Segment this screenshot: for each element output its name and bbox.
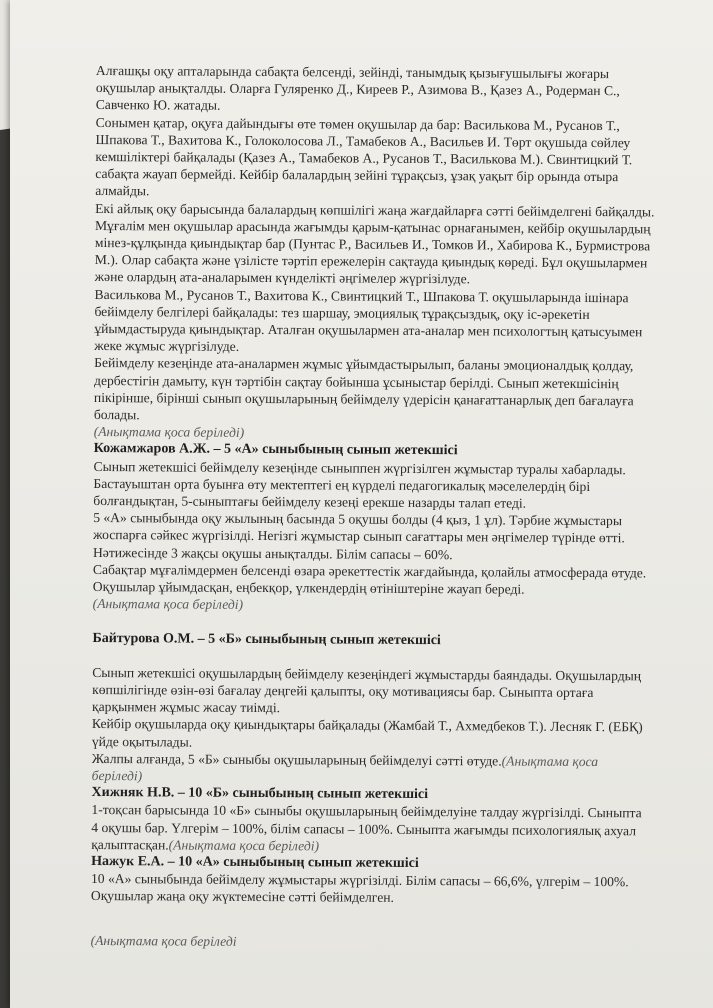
paragraph-nazhuk-1: 10 «А» сыныбында бейімделу жұмыстары жүргізілді. Білім сапасы – 66,6%, үлгерім – 100%. Оқушылар жаңа оқу жүктемесіне сәтті бейімделген. (90, 871, 629, 906)
document-text (91, 62, 656, 952)
paragraph-initial-observation: Алғашқы оқу апталарында сабақта белсенді, зейінді, танымдық қызығушылығы жоғары оқушылар анықталды. Оларға Гуляренко Д., Киреев Р., Азимова В., Қазез А., Родерман С., Савченко Ю. жатады. (95, 62, 620, 114)
paragraph-baitourova-2: Кейбір оқушыларда оқу қиындықтары байқалады (Жамбай Т., Ахмедбеков Т.). Лесняк Г. (ЕБҚ) үйде оқытылады. (91, 716, 643, 750)
paragraph-baitourova-1: Сынып жетекшісі оқушылардың бейімделу кезеңіндегі жұмыстарды баяндады. Оқушылардың көпшілігінде өзін-өзі бағалау деңгейі қалыпты, оқу мотивациясы бар. Сыныпта ортаға қарқынмен жұмыс жасау тиімді. (92, 664, 642, 716)
paragraph-baitourova-3 (92, 750, 652, 788)
attachment-note: (Анықтама қоса беріледі) (92, 596, 244, 613)
paragraph-khizhnyak-1 (91, 801, 651, 856)
paragraph-low-readiness: Сонымен қатар, оқуға дайындығы өте төмен оқушылар да бар: Василькова М., Русанов Т., Шпакова Т., Вахитова К., Голоколосова Л., Тамабеков А., Васильев И. Төрт оқушыда сөйлеу кемшіліктері байқалады (Қазез А., Тамабеков А., Русанов Т., Василькова М.). Свинтицкий Т. сабақта жауап бермейді. Кейбір балалардың зейіні тұрақсыз, ұзақ уақыт бір орында отыра алмайды. (95, 114, 633, 199)
section-heading-nazhuk: Нажук Е.А. – 10 «А» сыныбының сынып жетекшісі (91, 853, 419, 871)
paragraph-baitourova-3-text: Жалпы алғанда, 5 «Б» сыныбы оқушыларының бейімделуі сәтті өтуде. (91, 750, 502, 769)
document-page (10, 0, 713, 1008)
attachment-note: (Анықтама қоса беріледі) (93, 424, 245, 441)
paragraph-parent-work: Бейімделу кезеңінде ата-аналармен жұмыс ұйымдастырылып, баланы эмоционалдық қолдау, дербестігін дамыту, күн тәртібін сақтау бойынша ұсыныстар берілді. Сынып жетекшісінің пікірінше, бірінші сынып оқушыларының бейімделу үдерісін қанағаттанарлық деп бағалауға болады. (93, 355, 634, 423)
section-heading-khizhnyak: Хижняк Н.В. – 10 «Б» сыныбының сынып жетекшісі (91, 785, 429, 803)
paragraph-khizhnyak-1-text: 1-тоқсан барысында 10 «Б» сыныбы оқушыларының бейімделуіне талдау жүргізілді. Сыныпта 4 оқушы бар. Үлгерім – 100%, білім сапасы – 100%. Сыныпта жағымды психологиялық ахуал қалыптасқан. (91, 802, 642, 853)
paragraph-kozhamzharov-3: Сабақтар мұғалімдермен белсенді өзара әрекеттестік жағдайында, қолайлы атмосферада өтуде. Оқушылар ұйымдасқан, еңбекқор, үлкендердің өтініштеріне жауап береді. (92, 561, 647, 597)
paragraph-two-month-adaptation: Екі айлық оқу барысында балалардың көпшілігі жаңа жағдайларға сәтті бейімделгені байқалды. Мұғалім мен оқушылар арасында жағымды қарым-қатынас орнағанымен, кейбір оқушылардың мінез-құлқында қиындықтар бар (Пунтас Р., Васильев И., Томков И., Хабирова К., Бурмистрова М.). Олар сабақта және үзілісте тәртіп ережелерін сақтауда қиындық көреді. Бұл оқушылармен және олардың ата-аналарымен күнделікті әңгімелер жүргізілуде. (94, 200, 655, 287)
paragraph-kozhamzharov-2: 5 «А» сыныбында оқу жылының басында 5 оқушы болды (4 қыз, 1 ұл). Тәрбие жұмыстары жоспарға сәйкес жүргізілді. Негізгі жұмыстар сынып сағаттары мен әңгімелер түрінде өтті. Нәтижесінде 3 жақсы оқушы анықталды. Білім сапасы – 60%. (92, 510, 625, 562)
paragraph-partial-adaptation: Василькова М., Русанов Т., Вахитова К., Свинтицкий Т., Шпакова Т. оқушыларында ішінара бейімделу белгілері байқалады: тез шаршау, эмоциялық тұрақсыздық, оқу іс-әрекетін ұйымдастыруда қиындықтар. Аталған оқушылармен ата-аналар мен психологтың қатысуымен жеке жұмыс жүргізілуде. (94, 286, 643, 355)
section-heading-baitourova: Байтурова О.М. – 5 «Б» сыныбының сынып жетекшісі (92, 630, 441, 648)
paragraph-kozhamzharov-1: Сынып жетекшісі бейімделу кезеңінде сыныппен жүргізілген жұмыстар туралы хабарлады. Бастауыштан орта буынға өту мектептегі ең күрделі педагогикалық мәселелердің бірі болғандықтан, 5-сыныптағы бейімделу кезеңі ерекше назарды талап етеді. (93, 458, 626, 511)
attachment-note-final: (Анықтама қоса беріледі (90, 932, 237, 949)
attachment-note-inline: (Анықтама қоса беріледі) (91, 753, 599, 784)
attachment-note-inline: (Анықтама қоса беріледі) (168, 837, 320, 854)
section-heading-kozhamzharov: Кожамжаров А.Ж. – 5 «А» сыныбының сынып жетекшісі (93, 441, 458, 459)
